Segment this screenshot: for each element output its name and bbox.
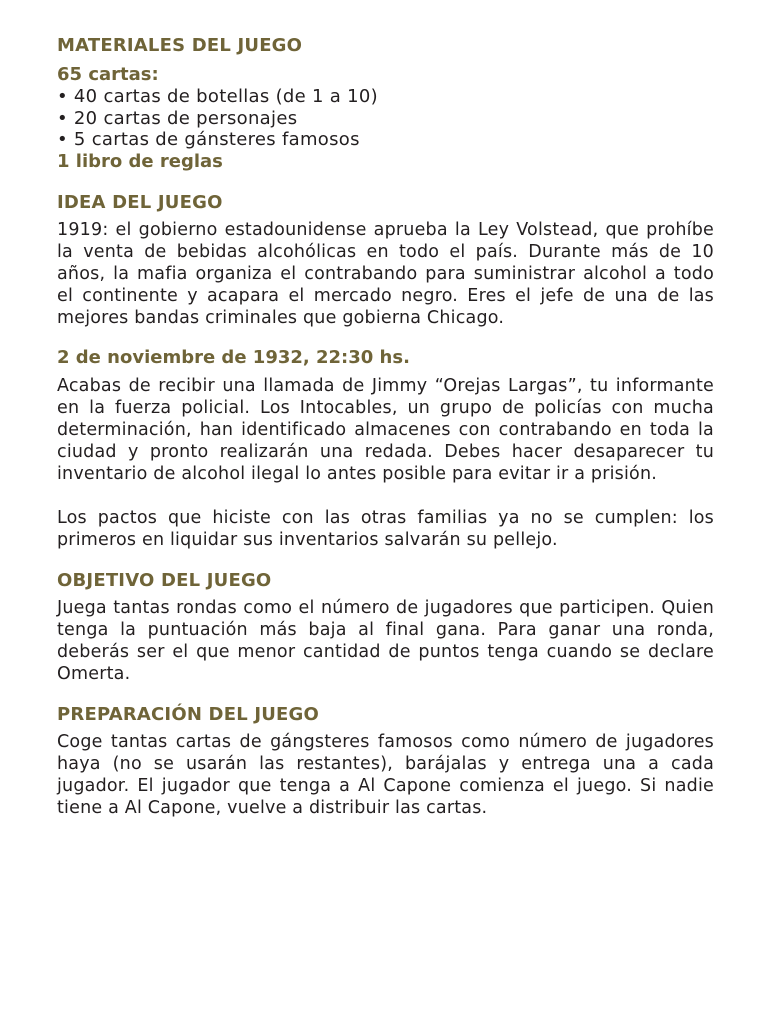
list-item: • 40 cartas de botellas (de 1 a 10) (57, 86, 714, 108)
date-paragraph-2: Los pactos que hiciste con las otras familias ya no se cumplen: los primeros en liquidar sus inventarios salvarán su pellejo. (57, 507, 714, 550)
preparation-section (57, 703, 714, 819)
date-title: 2 de noviembre de 1932, 22:30 hs. (57, 346, 410, 368)
preparation-title: PREPARACIÓN DEL JUEGO (57, 703, 320, 725)
list-item: • 20 cartas de personajes (57, 108, 714, 130)
idea-section (57, 191, 714, 329)
rules-page (57, 34, 714, 819)
objective-section (57, 569, 714, 685)
preparation-text: Coge tantas cartas de gángsteres famosos como número de jugadores haya (no se usarán las restantes), barájalas y entrega una a cada jugador. El jugador que tenga a Al Capone comienza el juego. Si nadie tiene a Al Capone, vuelve a distribuir las cartas. (57, 731, 714, 818)
idea-title: IDEA DEL JUEGO (57, 191, 223, 213)
date-paragraph-1: Acabas de recibir una llamada de Jimmy “Orejas Largas”, tu informante en la fuerza policial. Los Intocables, un grupo de policías con mucha determinación, han identificado almacenes con contrabando en toda la ciudad y pronto realizarán una redada. Debes hacer desaparecer tu inventario de alcohol ilegal lo antes posible para evitar ir a prisión. (57, 375, 714, 484)
rulebook-line: 1 libro de reglas (57, 150, 223, 172)
idea-text: 1919: el gobierno estadounidense aprueba la Ley Volstead, que prohíbe la venta de bebidas alcohólicas en todo el país. Durante más de 10 años, la mafia organiza el contrabando para suministrar alcohol a todo el continente y acapara el mercado negro. Eres el jefe de una de las mejores bandas criminales que gobierna Chicago. (57, 219, 714, 328)
cards-header: 65 cartas: (57, 64, 159, 85)
materials-list (57, 86, 714, 151)
objective-title: OBJETIVO DEL JUEGO (57, 569, 272, 591)
list-item: • 5 cartas de gánsteres famosos (57, 129, 714, 151)
objective-text: Juega tantas rondas como el número de jugadores que participen. Quien tenga la puntuación más baja al final gana. Para ganar una ronda, deberás ser el que menor cantidad de puntos tenga cuando se declare Omerta. (57, 597, 714, 684)
materials-section (57, 34, 714, 173)
date-section (57, 347, 714, 551)
materials-title: MATERIALES DEL JUEGO (57, 35, 303, 56)
